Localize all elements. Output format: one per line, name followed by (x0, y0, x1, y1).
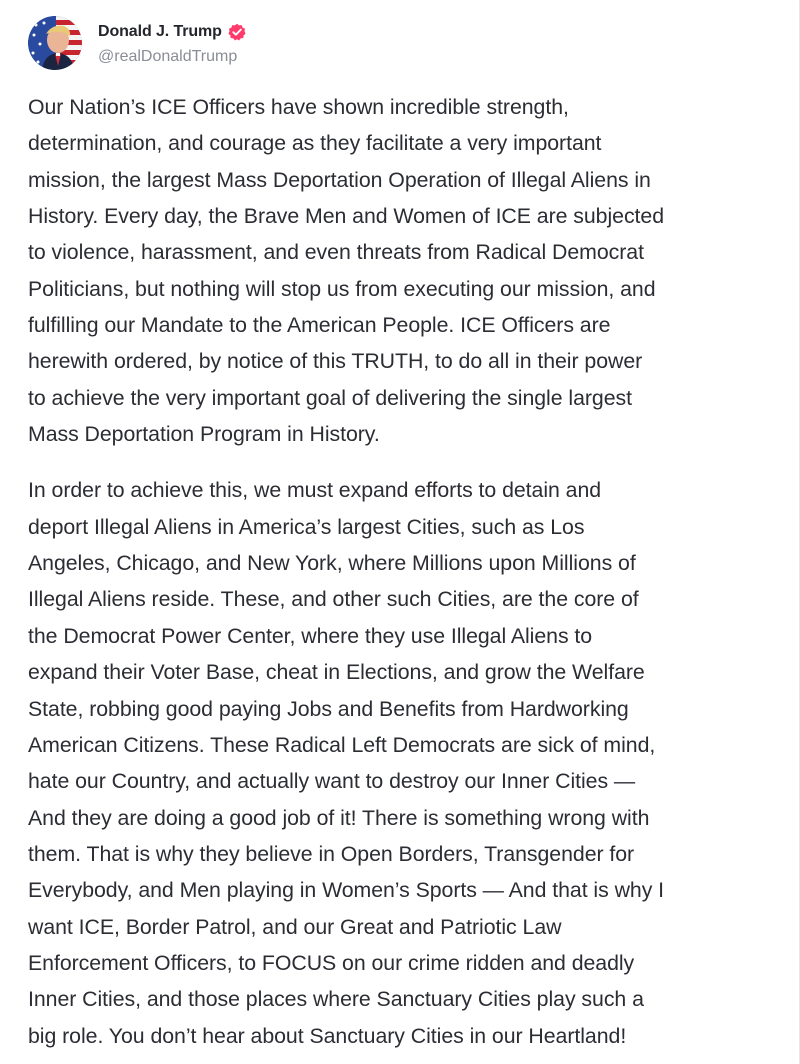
post-paragraph-2: In order to achieve this, we must expand efforts to detain and deport Illegal Aliens in America’s largest Cities, such as Los Angeles, Chicago, and New York, where Millions upon Millions of Illegal Aliens reside. These, and other such Cities, are the core of the Democrat Power Center, where they use Illegal Aliens to expand their Voter Base, cheat in Elections, and grow the Welfare State, robbing good paying Jobs and Benefits from Hardworking American Citizens. These Radical Left Democrats are sick of mind, hate our Country, and actually want to destroy our Inner Cities — And they are doing a good job of it! There is something wrong with them. That is why they believe in Open Borders, Transgender for Everybody, and Men playing in Women’s Sports — And that is why I want ICE, Border Patrol, and our Great and Patriotic Law Enforcement Officers, to FOCUS on our crime ridden and deadly Inner Cities, and those places where Sanctuary Cities play such a big role. You don’t hear about Sanctuary Cities in our Heartland! (28, 478, 665, 1048)
verified-badge-icon (228, 23, 246, 41)
post-paragraph-1: Our Nation’s ICE Officers have shown incredible strength, determination, and courage as they facilitate a very important mission, the largest Mass Deportation Operation of Illegal Aliens in History. Every day, the Brave Men and Women of ICE are subjected to violence, harassment, and even threats from Radical Democrat Politicians, but nothing will stop us from executing our mission, and fulfilling our Mandate to the American People. ICE Officers are herewith ordered, by notice of this TRUTH, to do all in their power to achieve the very important goal of delivering the single largest Mass Deportation Program in History. (28, 95, 664, 447)
author-display-name[interactable]: Donald J. Trump (98, 23, 222, 40)
post-header (28, 15, 246, 71)
author-name-row (98, 20, 246, 44)
avatar[interactable] (28, 16, 82, 70)
author-handle[interactable]: @realDonaldTrump (98, 48, 238, 65)
post-body (28, 89, 788, 1054)
avatar-image (28, 16, 82, 70)
author-names (98, 20, 246, 66)
